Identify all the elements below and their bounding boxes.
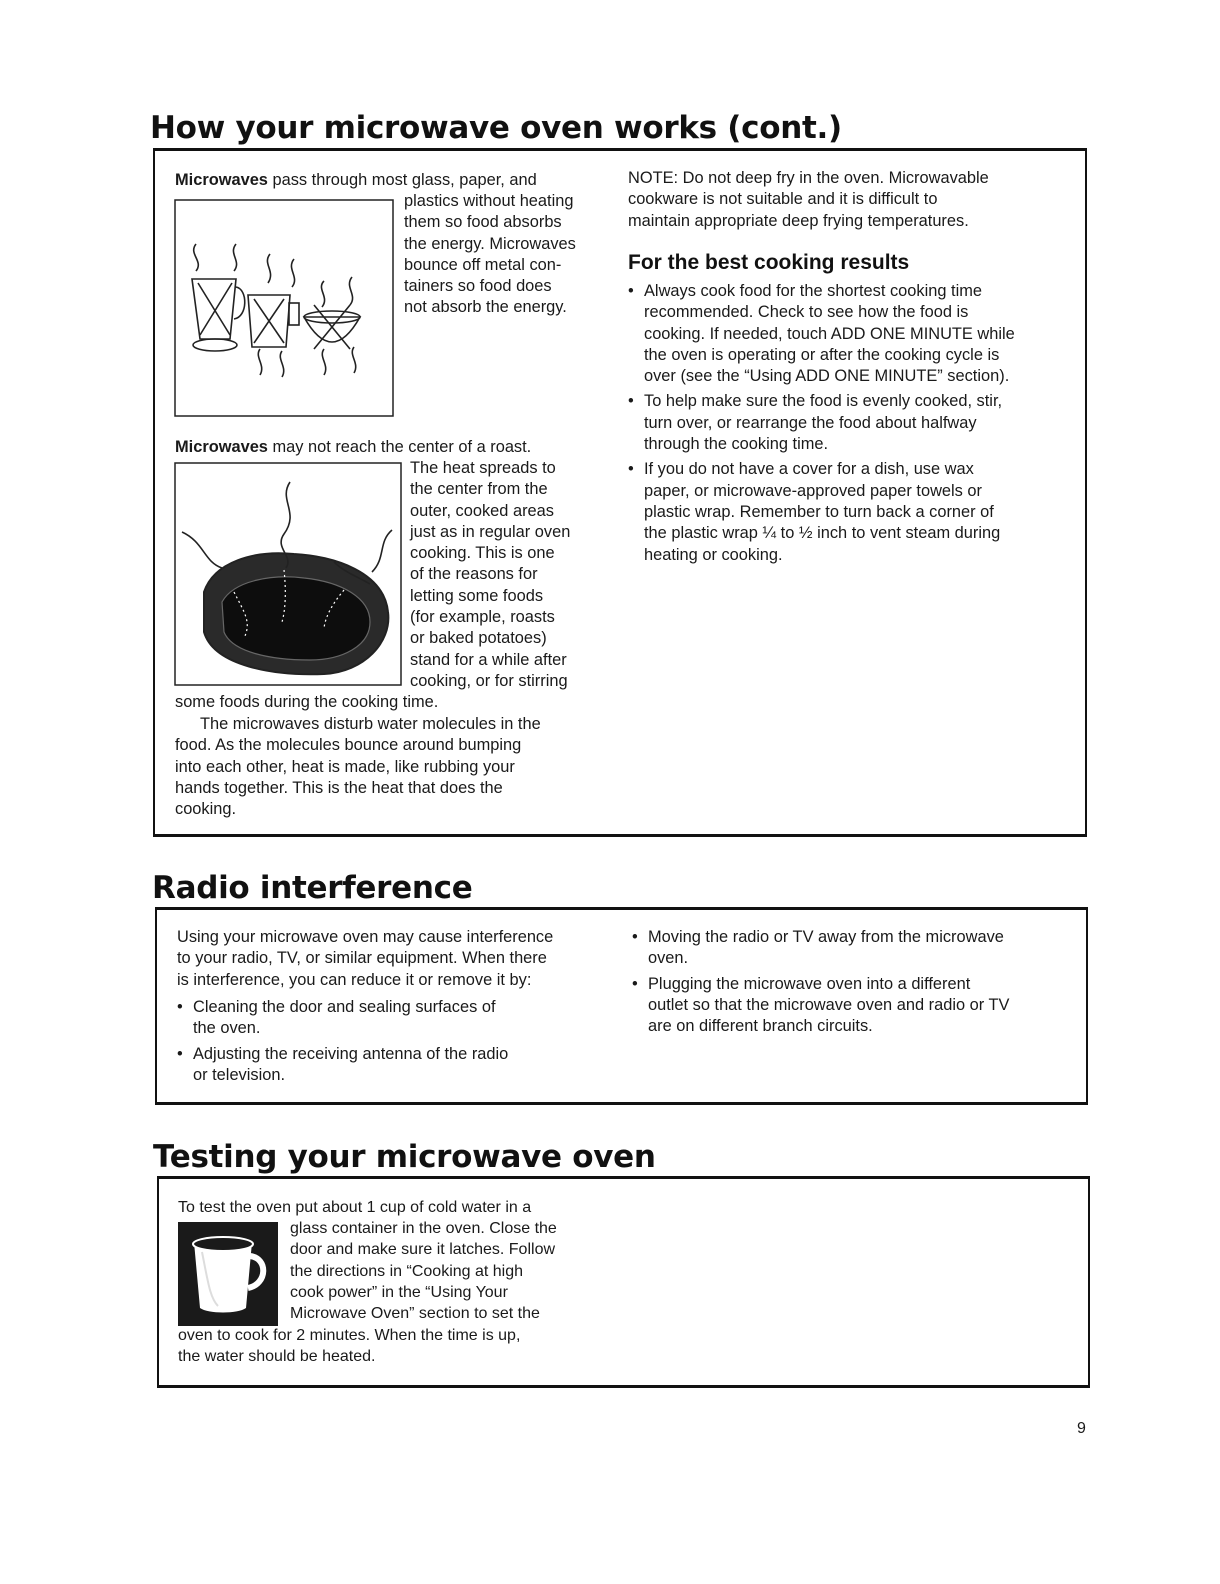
note-label: NOTE: bbox=[628, 169, 679, 187]
text-line: the oven is operating or after the cooking cycle is bbox=[644, 345, 1000, 364]
list-item bbox=[632, 974, 1009, 1038]
text-line: to your radio, TV, or similar equipment. When there bbox=[177, 949, 547, 968]
text-line: cooking. If needed, touch ADD ONE MINUTE while bbox=[644, 324, 1015, 343]
section-title-radio-interference: Radio interference bbox=[152, 870, 473, 906]
text-line: of the reasons for bbox=[410, 565, 538, 584]
text-line: cook power” in the “Using Your bbox=[290, 1283, 508, 1301]
paragraph-heat-spreads-wrap bbox=[410, 458, 570, 692]
section-title-how-microwave-works: How your microwave oven works (cont.) bbox=[150, 110, 842, 146]
text-line: bounce off metal con- bbox=[404, 255, 562, 274]
text-line: hands together. This is the heat that does the bbox=[175, 778, 503, 797]
bullet: • bbox=[628, 460, 634, 479]
text-line: the water should be heated. bbox=[178, 1348, 376, 1366]
text-line: tainers so food does bbox=[404, 277, 552, 296]
containers-illustration bbox=[174, 199, 394, 417]
text-line: just as in regular oven bbox=[410, 522, 571, 541]
text-line: (for example, roasts bbox=[410, 608, 555, 627]
list-item bbox=[628, 391, 1015, 455]
text-line: To test the oven put about 1 cup of cold water in a bbox=[178, 1199, 532, 1216]
text-line: glass container in the oven. Close the bbox=[290, 1220, 557, 1237]
text-line: door and make sure it latches. Follow bbox=[290, 1241, 556, 1259]
page-number: 9 bbox=[1077, 1420, 1086, 1437]
text-line: oven to cook for 2 minutes. When the time is up, bbox=[178, 1327, 521, 1344]
section-title-testing: Testing your microwave oven bbox=[153, 1139, 656, 1175]
paragraph-test-first-line bbox=[178, 1197, 531, 1218]
text-line: letting some foods bbox=[410, 586, 544, 605]
subheading-best-results: For the best cooking results bbox=[628, 251, 910, 274]
paragraph-test-end bbox=[178, 1325, 520, 1368]
paragraph-test-wrap bbox=[290, 1218, 557, 1324]
text-line: oven. bbox=[648, 949, 689, 968]
text-line: maintain appropriate deep frying temperatures. bbox=[628, 211, 969, 230]
text-line: cooking, or for stirring bbox=[410, 671, 568, 690]
text-line: over (see the “Using ADD ONE MINUTE” section). bbox=[644, 367, 1010, 386]
text-line: Plugging the microwave oven into a different bbox=[648, 974, 971, 993]
text-line: Moving the radio or TV away from the microwave bbox=[648, 928, 1004, 946]
bullet: • bbox=[177, 1044, 183, 1063]
text-line: outlet so that the microwave oven and radio or TV bbox=[648, 995, 1010, 1014]
bullet: • bbox=[628, 392, 634, 411]
paragraph-water-molecules bbox=[175, 714, 541, 820]
paragraph-microwaves-pass-wrap bbox=[404, 191, 576, 319]
list-item bbox=[628, 281, 1015, 387]
radio-list-right bbox=[632, 927, 1009, 1041]
text-line: the center from the bbox=[410, 480, 548, 499]
text-line: Microwaves pass through most glass, paper, and bbox=[175, 171, 537, 189]
text-line: plastics without heating bbox=[404, 192, 574, 210]
text-line: Adjusting the receiving antenna of the radio bbox=[193, 1044, 509, 1063]
list-item bbox=[632, 927, 1009, 970]
text-line: the directions in “Cooking at high bbox=[290, 1262, 524, 1280]
text-line: cookware is not suitable and it is difficult to bbox=[628, 190, 938, 209]
text-line: Microwaves may not reach the center of a roast. bbox=[175, 438, 532, 456]
text-line: The heat spreads to bbox=[410, 459, 556, 477]
text-line: is interference, you can reduce it or remove it by: bbox=[177, 970, 532, 989]
text-line: the oven. bbox=[193, 1019, 261, 1038]
text-line: If you do not have a cover for a dish, use wax bbox=[644, 460, 974, 479]
text-line: outer, cooked areas bbox=[410, 501, 554, 520]
text-line: To help make sure the food is evenly cooked, stir, bbox=[644, 392, 1003, 411]
paragraph-microwaves-center bbox=[175, 437, 531, 458]
bullet: • bbox=[632, 928, 638, 946]
paragraph-microwaves-pass bbox=[175, 170, 537, 191]
lead-word: Microwaves bbox=[175, 438, 268, 456]
text-line: turn over, or rearrange the food about halfway bbox=[644, 413, 977, 432]
bullet: • bbox=[628, 282, 634, 300]
text-line: some foods during the cooking time. bbox=[175, 693, 439, 711]
text-line: or television. bbox=[193, 1065, 286, 1084]
text-line: Using your microwave oven may cause interference bbox=[177, 928, 554, 946]
list-item bbox=[177, 997, 508, 1040]
text-line: cooking. bbox=[175, 800, 237, 819]
text-line: into each other, heat is made, like rubbing your bbox=[175, 757, 515, 776]
measuring-cup-icon bbox=[178, 1222, 278, 1326]
text-line: paper, or microwave-approved paper towels or bbox=[644, 481, 983, 500]
text-line: Microwave Oven” section to set the bbox=[290, 1305, 540, 1323]
radio-list-left bbox=[177, 997, 508, 1090]
text-line: Always cook food for the shortest cooking time bbox=[644, 282, 982, 300]
text-line: the energy. Microwaves bbox=[404, 234, 576, 253]
roast-illustration bbox=[174, 462, 402, 686]
text-line: through the cooking time. bbox=[644, 435, 829, 454]
note-deep-fry bbox=[628, 168, 989, 232]
list-item bbox=[628, 459, 1015, 565]
best-results-list bbox=[628, 281, 1015, 570]
text-line: not absorb the energy. bbox=[404, 298, 567, 317]
bullet: • bbox=[632, 974, 638, 993]
paragraph-stirring-end bbox=[175, 692, 438, 713]
lead-word: Microwaves bbox=[175, 171, 268, 189]
text-line: are on different branch circuits. bbox=[648, 1017, 873, 1036]
text-line: or baked potatoes) bbox=[410, 629, 547, 648]
text-line: The microwaves disturb water molecules in the bbox=[200, 715, 541, 733]
text-line: them so food absorbs bbox=[404, 213, 562, 232]
text-line: heating or cooking. bbox=[644, 545, 783, 564]
text-line: NOTE: Do not deep fry in the oven. Microwavable bbox=[628, 169, 989, 187]
text-line: cooking. This is one bbox=[410, 544, 555, 563]
text-line: stand for a while after bbox=[410, 650, 567, 669]
bullet: • bbox=[177, 998, 183, 1016]
text-line: plastic wrap. Remember to turn back a corner of bbox=[644, 502, 994, 521]
paragraph-radio-intro bbox=[177, 927, 553, 991]
text-line: Cleaning the door and sealing surfaces of bbox=[193, 998, 496, 1016]
list-item bbox=[177, 1044, 508, 1087]
text-line: the plastic wrap ¼ to ½ inch to vent steam during bbox=[644, 524, 1001, 543]
text-line: recommended. Check to see how the food is bbox=[644, 303, 969, 322]
text-line: food. As the molecules bounce around bumping bbox=[175, 736, 522, 755]
